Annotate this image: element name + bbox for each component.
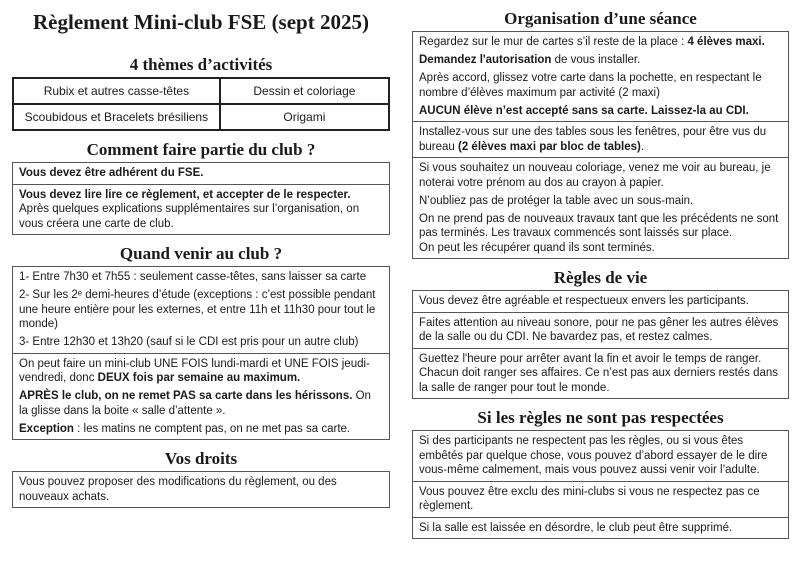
theme-cell: Rubix et autres casse-têtes [13,78,220,104]
membership-box [12,162,390,235]
right-column [412,0,789,539]
rule-paragraph [419,212,782,256]
text-run: de vous installer. [551,54,641,66]
rule-paragraph [419,194,782,209]
section-heading-life-rules: Règles de vie [553,268,648,287]
section-heading-violations: Si les règles ne sont pas respectées [477,408,724,427]
left-column [12,0,390,508]
bold-text-run: 4 élèves maxi. [687,36,765,48]
rule-cell [13,184,389,235]
section-heading-organisation: Organisation d’une séance [504,9,697,28]
rule-paragraph [19,288,383,332]
text-run: Vous devez être agréable et respectueux envers les participants. [419,295,749,307]
rule-cell [413,348,788,399]
bold-text-run: AUCUN élève n’est accepté sans sa carte. Laissez-la au CDI. [419,104,749,117]
rule-paragraph [419,104,782,119]
bold-text-run: Vous devez lire lire ce règlement, et accepter de le respecter. [19,188,351,201]
text-run: Installez-vous sur une des tables sous les fenêtres, pour être vus du bureau [419,126,767,153]
text-run: : les matins ne comptent pas, on ne met pas sa carte. [73,422,351,435]
rule-paragraph [419,294,782,309]
rule-cell [413,121,788,157]
text-run: Guettez l'heure pour arrêter avant la fin et avoir le temps de ranger. Chacun doit ranger ses affaires. Ce n’est pas aux derniers restés dans la salle de ranger pour tout le monde. [419,352,779,394]
theme-row [13,104,389,130]
rule-paragraph [419,521,782,536]
rule-paragraph [19,389,383,418]
rule-cell [413,312,788,348]
text-run: On peut faire un mini-club UNE FOIS lundi-mardi et UNE FOIS jeudi-vendredi, donc [19,357,370,384]
text-run: Si des participants ne respectent pas les règles, ou si vous êtes embêtés par quelque chose, vous pouvez d’abord essayer de le dire vous-même calmement, mais vous pouvez aussi venir voir l’adulte. [419,435,768,476]
document-title: Règlement Mini-club FSE (sept 2025) [33,10,369,34]
theme-cell: Dessin et coloriage [220,78,389,104]
section-heading-membership: Comment faire partie du club ? [86,140,316,159]
rule-cell [413,517,788,539]
bold-text-run: DEUX fois par semaine au maximum. [97,372,301,384]
rule-paragraph [419,316,782,345]
text-run: Si la salle est laissée en désordre, le club peut être supprimé. [419,521,733,534]
rule-cell [13,472,389,507]
text-run: Regardez sur le mur de cartes s’il reste de la place : [419,36,688,48]
section-heading-when: Quand venir au club ? [119,244,283,263]
bold-text-run: Exception [19,422,74,435]
section-heading-themes: 4 thèmes d’activités [129,55,273,74]
rule-paragraph [19,166,383,181]
rule-paragraph [419,71,782,100]
rule-cell [413,32,788,121]
rights-box [12,471,390,508]
theme-cell: Scoubidous et Bracelets brésiliens [13,104,220,130]
theme-row [13,78,389,104]
text-run: On ne prend pas de nouveaux travaux tant que les précédents ne sont pas terminés. Les travaux commencés sont laissés sur place. [419,212,779,239]
when-box [12,266,390,440]
rule-paragraph [419,161,782,190]
rule-cell [13,353,389,440]
text-run: Après quelques explications supplémentaires sur l’organisation, on vous créera une carte de club. [19,203,360,230]
rule-paragraph [19,335,383,350]
bold-text-run: Vous devez être adhérent du FSE. [19,167,204,179]
bold-text-run: (2 élèves maxi par bloc de tables) [458,140,641,153]
text-run: On peut les récupérer quand ils sont terminés. [419,241,655,254]
life-rules-box [412,290,789,399]
rule-paragraph [419,53,782,68]
rule-paragraph [19,188,383,232]
rule-paragraph [19,270,383,285]
text-run: Faites attention au niveau sonore, pour ne pas gêner les autres élèves de la salle ou du CDI. Ne bavardez pas, et restez calmes. [419,316,779,343]
rule-paragraph [19,357,383,386]
rule-paragraph [419,352,782,396]
bold-text-run: Demandez l'autorisation [419,54,552,66]
text-run: Si vous souhaitez un nouveau coloriage, venez me voir au bureau, je noterai votre prénom au dos au crayon à papier. [419,162,771,189]
organisation-box [412,31,789,259]
text-run: Après accord, glissez votre carte dans la pochette, en respectant le nombre d’élèves maximum par activité (2 maxi) [419,72,762,99]
text-run: Vous pouvez proposer des modifications du règlement, ou des nouveaux achats. [19,476,337,503]
rule-cell [13,163,389,184]
bold-text-run: APRÈS le club, on ne remet PAS sa carte dans les hérissons. [19,390,353,402]
themes-table [12,77,390,131]
rule-paragraph [419,434,782,478]
rule-cell [413,431,788,481]
violations-box [412,430,789,539]
rule-paragraph [19,475,383,504]
text-run: 3- Entre 12h30 et 13h20 (sauf si le CDI est pris pour un autre club) [19,336,359,348]
rule-paragraph [419,485,782,514]
rule-cell [413,481,788,517]
text-run: Vous pouvez être exclu des mini-clubs si vous ne respectez pas ce règlement. [419,485,760,512]
rule-paragraph [419,125,782,154]
rule-cell [413,157,788,258]
text-run: On la glisse dans la boite « salle d’attente ». [19,390,371,417]
text-run: N’oubliez pas de protéger la table avec un sous-main. [419,194,694,207]
rule-paragraph [419,35,782,50]
section-heading-rights: Vos droits [164,449,238,468]
theme-cell: Origami [220,104,389,130]
text-run: . [640,140,645,153]
rule-cell [413,291,788,312]
rule-cell [13,267,389,353]
rule-paragraph [19,422,383,437]
text-run: 2- Sur les 2ᵉ demi-heures d’étude (exceptions : c’est possible pendant une heure entière pour les externes, et entre 11h et 11h30 pour tout le monde) [19,289,376,330]
text-run: 1- Entre 7h30 et 7h55 : seulement casse-têtes, sans laisser sa carte [19,271,367,283]
